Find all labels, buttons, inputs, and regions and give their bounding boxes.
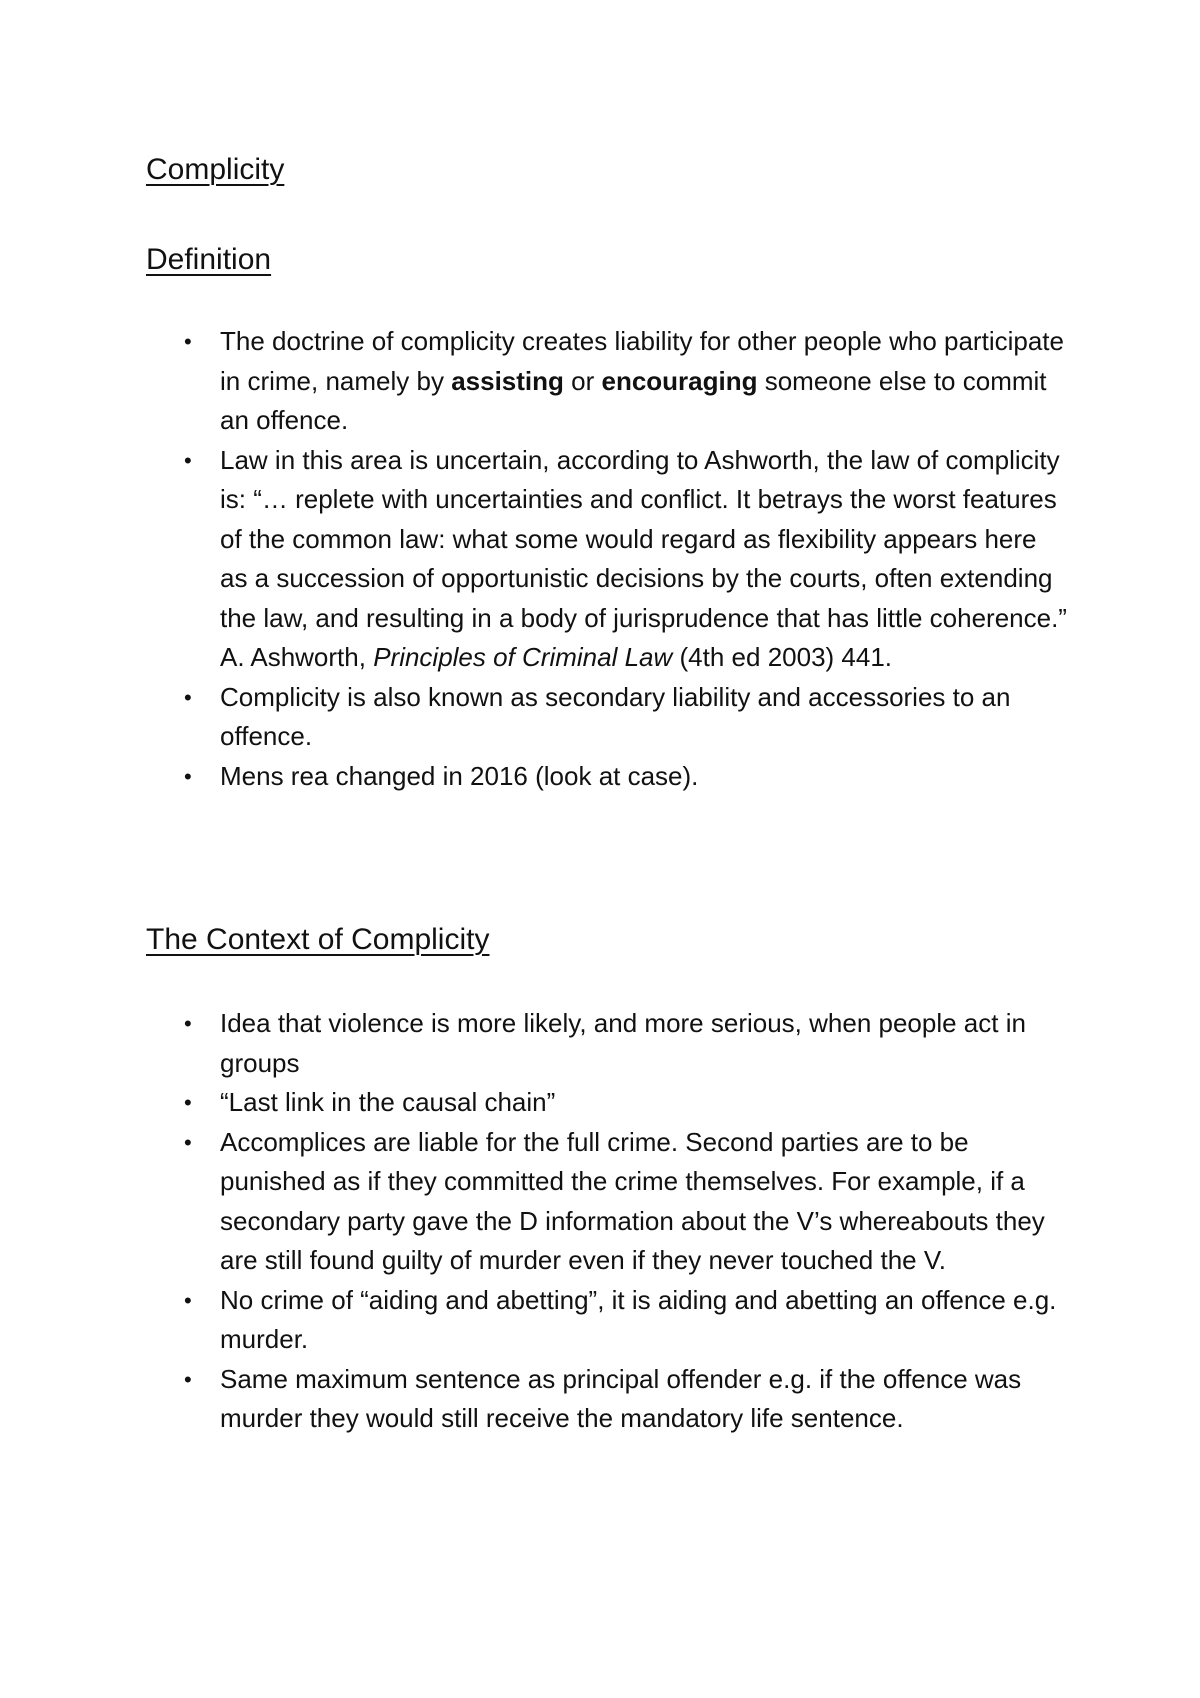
- section-heading-definition: Definition: [146, 243, 272, 276]
- list-item-text: Same maximum sentence as principal offender e.g. if the offence was murder they would still receive the mandatory life sentence.: [220, 1363, 1022, 1433]
- bullet-icon: •: [184, 1129, 192, 1155]
- list-item-text: Complicity is also known as secondary liability and accessories to an offence.: [220, 681, 1011, 751]
- book-title: Principles of Criminal Law: [373, 642, 673, 672]
- list-item-text: Mens rea changed in 2016 (look at case).: [220, 760, 699, 791]
- bullet-icon: •: [184, 1287, 192, 1313]
- emphasis-encouraging: encouraging: [601, 365, 758, 396]
- emphasis-assisting: assisting: [451, 365, 564, 396]
- list-item: [0, 322, 1200, 441]
- list-item-text: (4th ed 2003) 441.: [672, 642, 893, 672]
- context-bullet-list: [0, 1004, 1200, 1439]
- list-item: [0, 1004, 1200, 1083]
- bullet-icon: •: [184, 1011, 192, 1036]
- bullet-icon: •: [184, 447, 192, 473]
- section-heading-context: The Context of Complicity: [146, 923, 490, 956]
- bullet-icon: •: [184, 329, 192, 354]
- list-item-text: or: [563, 365, 602, 396]
- list-item-text: Law in this area is uncertain, according to Ashworth, the law of complicity is: “… replete with uncertainties and conflict. It betrays the worst features of the common law: what some would regard as flexibility appears here as a succession of opportunistic decisions by the courts, often extending the law, and resulting in a body of jurisprudence that has little coherence.” A. Ashworth,: [220, 444, 1067, 672]
- list-item: [0, 441, 1200, 678]
- list-item-text: Accomplices are liable for the full crime. Second parties are to be punished as if they committed the crime themselves. For example, if a secondary party gave the D information about the V’s whereabouts they are still found guilty of murder even if they never touched the V.: [220, 1126, 1045, 1275]
- list-item-text: Idea that violence is more likely, and more serious, when people act in groups: [220, 1008, 1026, 1078]
- list-item: [0, 1360, 1200, 1439]
- bullet-icon: •: [184, 1090, 192, 1115]
- list-item: [0, 757, 1200, 797]
- list-item-text: The doctrine of complicity creates liability for other people who participate in crime, namely by: [220, 326, 1064, 396]
- definition-bullet-list: [0, 322, 1200, 796]
- list-item: [0, 1123, 1200, 1281]
- bullet-icon: •: [184, 684, 192, 710]
- list-item: [0, 1083, 1200, 1123]
- list-item-text: No crime of “aiding and abetting”, it is aiding and abetting an offence e.g. murder.: [220, 1284, 1057, 1354]
- page-title: Complicity: [146, 153, 285, 186]
- bullet-icon: •: [184, 763, 192, 789]
- list-item-text: someone else to commit an offence.: [220, 365, 1047, 435]
- list-item: [0, 678, 1200, 757]
- list-item-text: “Last link in the causal chain”: [220, 1087, 556, 1117]
- list-item: [0, 1281, 1200, 1360]
- bullet-icon: •: [184, 1366, 192, 1392]
